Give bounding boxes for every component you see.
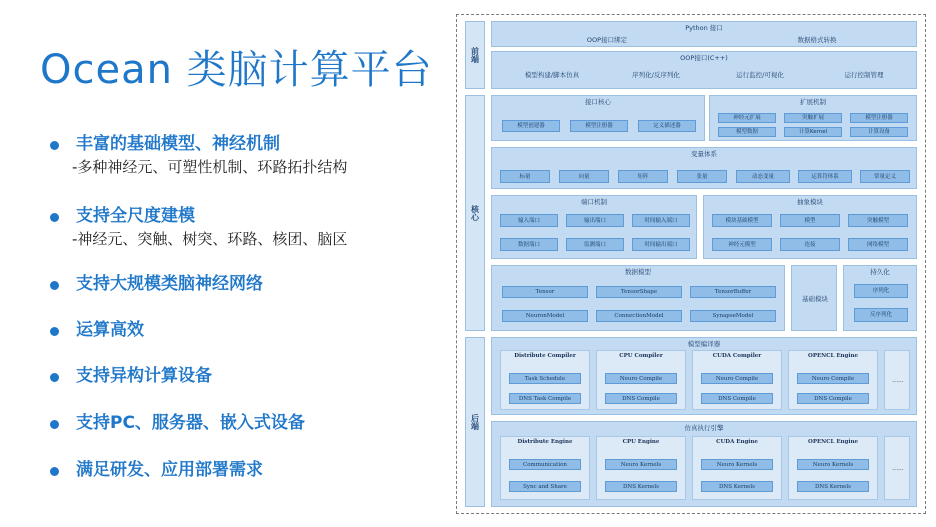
compiler-box <box>596 350 686 410</box>
engine-item: Communication <box>509 459 581 470</box>
core-chip: 标量 <box>500 170 550 183</box>
feature-title: 支持全尺度建模 <box>76 206 195 226</box>
panel-title: 扩展机制 <box>800 98 826 106</box>
core-chip: NeuronModel <box>502 310 588 322</box>
persistence-panel <box>843 265 917 331</box>
bullet-dot-icon <box>50 281 59 290</box>
feature-title: 支持PC、服务器、嵌入式设备 <box>76 413 305 433</box>
engine-item: DNS Kernels <box>605 481 677 492</box>
core-chip: 突触模型 <box>848 214 908 227</box>
page-title: Ocean 类脑计算平台 <box>40 47 433 93</box>
python-item: OOP接口绑定 <box>586 36 628 44</box>
core-chip: SynapseModel <box>690 310 776 322</box>
compiler-name: Distribute Compiler <box>514 353 576 359</box>
panel-title: 仿真执行引擎 <box>684 424 724 432</box>
interface-core-panel <box>491 95 705 141</box>
core-chip: 时间输出端口 <box>632 238 690 251</box>
bullet-dot-icon <box>50 373 59 382</box>
core-chip: 连接 <box>780 238 840 251</box>
core-chip: 输出端口 <box>566 214 624 227</box>
core-chip: 监测端口 <box>566 238 624 251</box>
core-chip: 模型数据 <box>718 127 776 137</box>
port-mechanism-panel <box>491 195 697 259</box>
core-chip: 模块基础模型 <box>712 214 772 227</box>
core-chip: 突触扩展 <box>784 113 842 123</box>
feature-item <box>50 318 144 342</box>
compiler-item: Neuro Compile <box>605 373 677 384</box>
panel-title: 持久化 <box>870 268 890 276</box>
feature-item <box>50 411 305 435</box>
python-interface-panel <box>491 21 917 47</box>
architecture-diagram <box>456 14 926 514</box>
panel-title: 数据模型 <box>625 268 651 276</box>
base-module-panel <box>791 265 837 331</box>
core-chip: 常量定义 <box>860 170 910 183</box>
oop-item: 模型构建/脚本仿真 <box>524 71 580 79</box>
core-chip: 数据端口 <box>500 238 558 251</box>
panel-title: Python 接口 <box>685 24 723 32</box>
core-chip: 模型 <box>780 214 840 227</box>
core-chip: 张量 <box>677 170 727 183</box>
compiler-box <box>500 350 590 410</box>
core-chip: 神经元扩展 <box>718 113 776 123</box>
core-chip: 网络模型 <box>848 238 908 251</box>
engine-item: Sync and Share <box>509 481 581 492</box>
bullet-dot-icon <box>50 327 59 336</box>
execution-engine-panel <box>491 421 917 507</box>
engine-item: Neuro Kernels <box>605 459 677 470</box>
feature-title: 支持大规模类脑神经网络 <box>76 274 263 294</box>
core-chip: Tensor <box>502 286 588 298</box>
engine-box <box>596 436 686 500</box>
feature-item <box>50 458 263 482</box>
compiler-item: Task Schedule <box>509 373 581 384</box>
panel-title: 接口核心 <box>585 98 611 106</box>
core-chip: TensorShape <box>596 286 682 298</box>
oop-item: 序列化/反序列化 <box>632 71 680 79</box>
compiler-item: Neuro Compile <box>701 373 773 384</box>
core-chip: 反序列化 <box>854 308 908 322</box>
engine-name: CPU Engine <box>622 439 660 445</box>
core-chip: 模型注册器 <box>570 120 628 132</box>
engine-name: OPENCL Engine <box>808 439 858 445</box>
compiler-more-box <box>884 350 910 410</box>
core-chip: 定义描述器 <box>638 120 696 132</box>
feature-detail: -神经元、突触、树突、环路、核团、脑区 <box>72 230 348 248</box>
abstract-module-panel <box>703 195 917 259</box>
core-chip: 输入端口 <box>500 214 558 227</box>
engine-item: Neuro Kernels <box>701 459 773 470</box>
feature-title: 支持异构计算设备 <box>76 366 212 386</box>
compiler-name: CUDA Compiler <box>712 353 762 359</box>
panel-title: 变量体系 <box>691 150 717 158</box>
compiler-box <box>788 350 878 410</box>
bullet-dot-icon <box>50 141 59 150</box>
compiler-item: DNS Task Compile <box>509 393 581 404</box>
feature-item <box>50 272 263 296</box>
feature-item <box>50 132 347 178</box>
engine-name: CUDA Engine <box>716 439 758 445</box>
core-chip: 时间输入端口 <box>632 214 690 227</box>
feature-detail: -多种神经元、可塑性机制、环路拓扑结构 <box>72 158 348 176</box>
engine-name: Distribute Engine <box>517 439 573 445</box>
compiler-name: CPU Compiler <box>619 353 663 359</box>
feature-title: 运算高效 <box>76 320 144 340</box>
engine-item: Neuro Kernels <box>797 459 869 470</box>
tier-label: 后端 <box>470 414 480 430</box>
compiler-item: DNS Compile <box>605 393 677 404</box>
core-chip: TensorBuffer <box>690 286 776 298</box>
engine-box <box>500 436 590 500</box>
ellipsis: ...... <box>892 377 904 384</box>
tier-label: 前端 <box>470 47 480 63</box>
feature-item <box>50 204 347 250</box>
core-chip: 计算设备 <box>850 127 908 137</box>
compiler-item: DNS Compile <box>701 393 773 404</box>
oop-item: 运行控制管理 <box>844 71 884 79</box>
feature-title: 满足研发、应用部署需求 <box>76 460 263 480</box>
core-chip: 向量 <box>559 170 609 183</box>
oop-interface-panel <box>491 51 917 89</box>
data-model-panel <box>491 265 785 331</box>
ellipsis: ...... <box>892 465 904 472</box>
feature-title: 丰富的基础模型、神经机制 <box>76 134 280 154</box>
engine-more-box <box>884 436 910 500</box>
tier-backend <box>465 337 485 507</box>
panel-title: OOP接口(C++) <box>680 54 728 62</box>
oop-item: 运行监控/可视化 <box>736 71 784 79</box>
compiler-box <box>692 350 782 410</box>
compiler-item: Neuro Compile <box>797 373 869 384</box>
panel-title: 基础模块 <box>802 295 828 303</box>
tier-label: 核心 <box>470 205 480 221</box>
core-chip: ConnectionModel <box>596 310 682 322</box>
panel-title: 端口机制 <box>581 198 607 206</box>
engine-box <box>788 436 878 500</box>
bullet-dot-icon <box>50 213 59 222</box>
core-chip: 模型注册器 <box>850 113 908 123</box>
core-chip: 神经元模型 <box>712 238 772 251</box>
compiler-item: DNS Compile <box>797 393 869 404</box>
core-chip: 矩阵 <box>618 170 668 183</box>
bullet-dot-icon <box>50 420 59 429</box>
panel-title: 模型编译器 <box>687 340 721 348</box>
variable-system-panel <box>491 147 917 189</box>
panel-title: 抽象模块 <box>797 198 823 206</box>
engine-item: DNS Kernels <box>797 481 869 492</box>
core-chip: 运算符体系 <box>798 170 852 183</box>
compiler-name: OPENCL Engine <box>808 353 858 359</box>
tier-frontend <box>465 21 485 89</box>
engine-box <box>692 436 782 500</box>
core-chip: 动态变量 <box>736 170 790 183</box>
engine-item: DNS Kernels <box>701 481 773 492</box>
tier-core <box>465 95 485 331</box>
extension-panel <box>709 95 917 141</box>
python-item: 数据格式转换 <box>797 36 837 44</box>
model-compiler-panel <box>491 337 917 415</box>
core-chip: 计算Kernel <box>784 127 842 137</box>
feature-item <box>50 364 212 388</box>
bullet-dot-icon <box>50 467 59 476</box>
core-chip: 模型创建器 <box>502 120 560 132</box>
core-chip: 序列化 <box>854 284 908 298</box>
